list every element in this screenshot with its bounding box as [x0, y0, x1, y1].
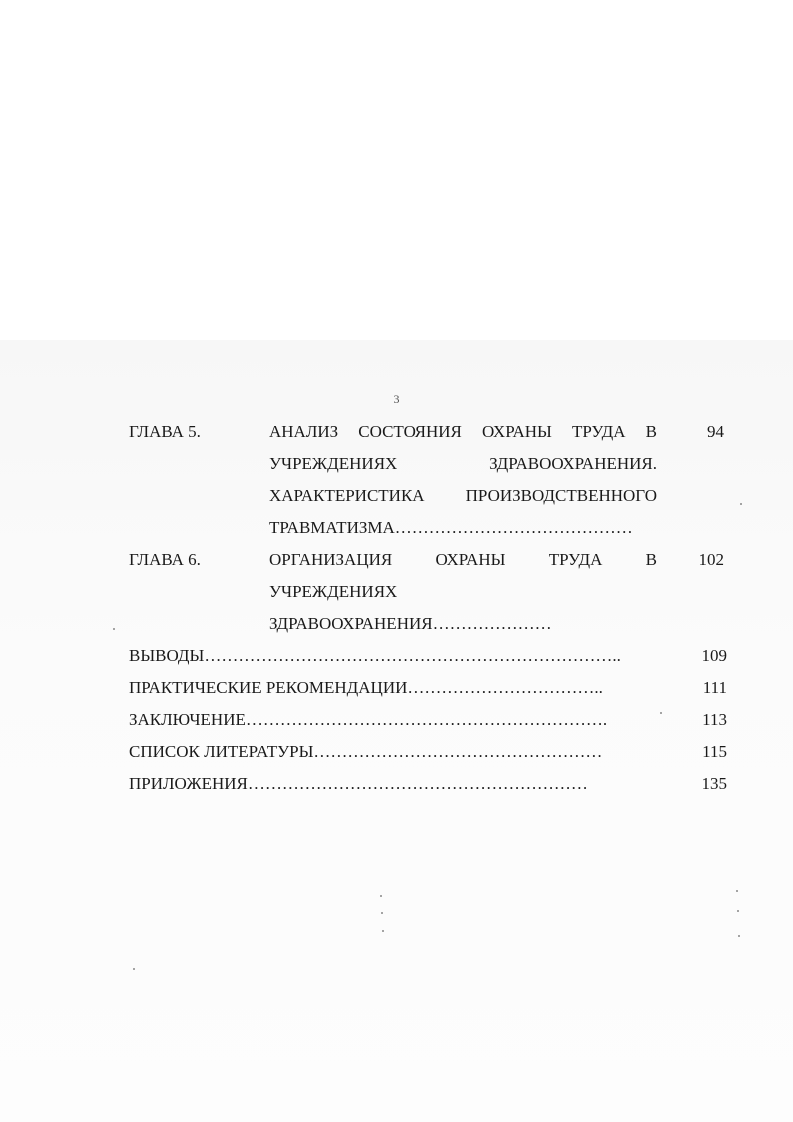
entry-page: 109: [701, 646, 727, 665]
toc-entry-references: [129, 736, 729, 768]
entry-page: 113: [702, 710, 727, 729]
entry-page: 135: [701, 774, 727, 793]
page-number: 3: [393, 392, 400, 406]
table-of-contents: [129, 416, 729, 800]
toc-chapter-6: [129, 544, 729, 640]
toc-chapter-5: [129, 416, 729, 544]
scan-speck: [380, 895, 382, 897]
scan-speck: [381, 912, 383, 914]
entry-title: ВЫВОДЫ………………………………………………………………..: [129, 646, 621, 665]
chapter-label: ГЛАВА 6.: [129, 550, 201, 569]
scan-speck: [736, 890, 738, 892]
scan-speck: [382, 930, 384, 932]
chapter-page: 102: [698, 550, 724, 569]
toc-entry-summary: [129, 704, 729, 736]
toc-entry-conclusions: [129, 640, 729, 672]
scan-speck: [740, 503, 742, 505]
chapter-title: ОРГАНИЗАЦИЯ ОХРАНЫ ТРУДА В УЧРЕЖДЕНИЯХ ЗДРАВООХРАНЕНИЯ…………………: [269, 550, 657, 633]
chapter-title: АНАЛИЗ СОСТОЯНИЯ ОХРАНЫ ТРУДА В УЧРЕЖДЕНИЯХ ЗДРАВООХРАНЕНИЯ. ХАРАКТЕРИСТИКА ПРОИЗВОДСТВЕННОГО ТРАВМАТИЗМА……………………………………: [269, 422, 657, 537]
toc-entry-appendices: [129, 768, 729, 800]
chapter-page: 94: [707, 422, 724, 441]
entry-page: 111: [702, 678, 727, 697]
entry-title: ПРИЛОЖЕНИЯ……………………………………………………: [129, 774, 588, 793]
entry-title: ПРАКТИЧЕСКИЕ РЕКОМЕНДАЦИИ……………………………..: [129, 678, 603, 697]
chapter-label: ГЛАВА 5.: [129, 422, 201, 441]
entry-title: ЗАКЛЮЧЕНИЕ……………………………………………………….: [129, 710, 608, 729]
entry-title: СПИСОК ЛИТЕРАТУРЫ……………………………………………: [129, 742, 603, 761]
scan-speck: [133, 968, 135, 970]
scan-speck: [660, 712, 662, 714]
scan-speck: [113, 628, 115, 630]
entry-page: 115: [702, 742, 727, 761]
scan-speck: [737, 910, 739, 912]
scan-speck: [738, 935, 740, 937]
toc-entry-recommendations: [129, 672, 729, 704]
